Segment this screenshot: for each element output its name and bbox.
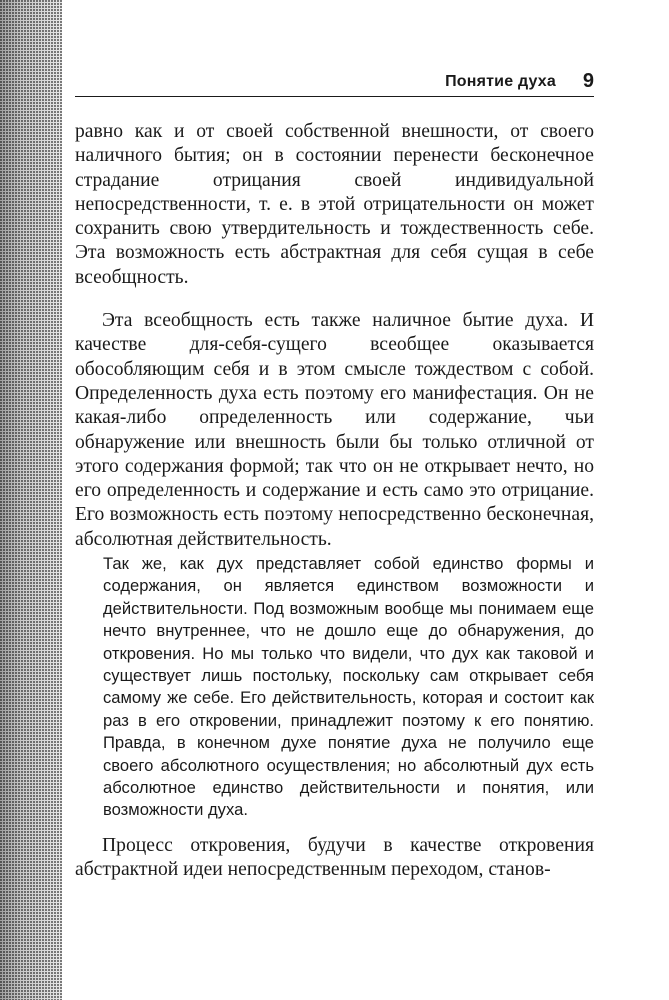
addition-note: Так же, как дух представляет собой единство формы и содержания, он является единством возможности и действительности. Под возможным вообще мы понимаем еще нечто внутреннее, что не дошло еще до обнаружения, до откровения. Но мы только что видели, что дух как таковой и существует лишь постольку, поскольку сам открывает себя самому же себе. Его действительность, которая и состоит как раз в его откровении, принадлежит поэтому к его понятию. Правда, в конечном духе понятие духа не получило еще своего абсолютного осуществления; но абсолютный дух есть абсолютное единство действительности и понятия, или возможности духа. — [103, 554, 594, 820]
page-number: 9 — [582, 70, 594, 92]
running-header — [75, 70, 594, 97]
paragraph-continued: равно как и от своей собственной внешности, от своего наличного бытия; он в состоянии перенести бесконечное страдание отрицания своей индивидуальной непосредственности, т. е. в этой отрицательности он может сохранить свою утвердительность и тождественность себе. Эта возможность есть абстрактная для себя сущая в себе всеобщность. — [75, 121, 594, 288]
paragraph-revelation-process: Процесс откровения, будучи в качестве откровения абстрактной идеи непосредственным переходом, станов- — [75, 835, 594, 881]
main-text-tail — [75, 834, 594, 883]
paragraph-universality: Эта всеобщность есть также наличное бытие духа. И качестве для-себя-сущего всеобщее оказывается обособляющим себя и в этом смысле тождеством с собой. Определенность духа есть поэтому его манифестация. Он не какая-либо определенность или содержание, чьи обнаружение или внешность были бы только отличной от этого содержания формой; так что он не открывает нечто, но его определенность и содержание и есть само это отрицание. Его возможность есть поэтому непосредственно бесконечная, абсолютная действительность. — [75, 310, 594, 550]
page-edge-shading — [0, 0, 62, 1000]
main-text-block — [75, 120, 594, 552]
running-title: Понятие духа — [445, 73, 556, 90]
